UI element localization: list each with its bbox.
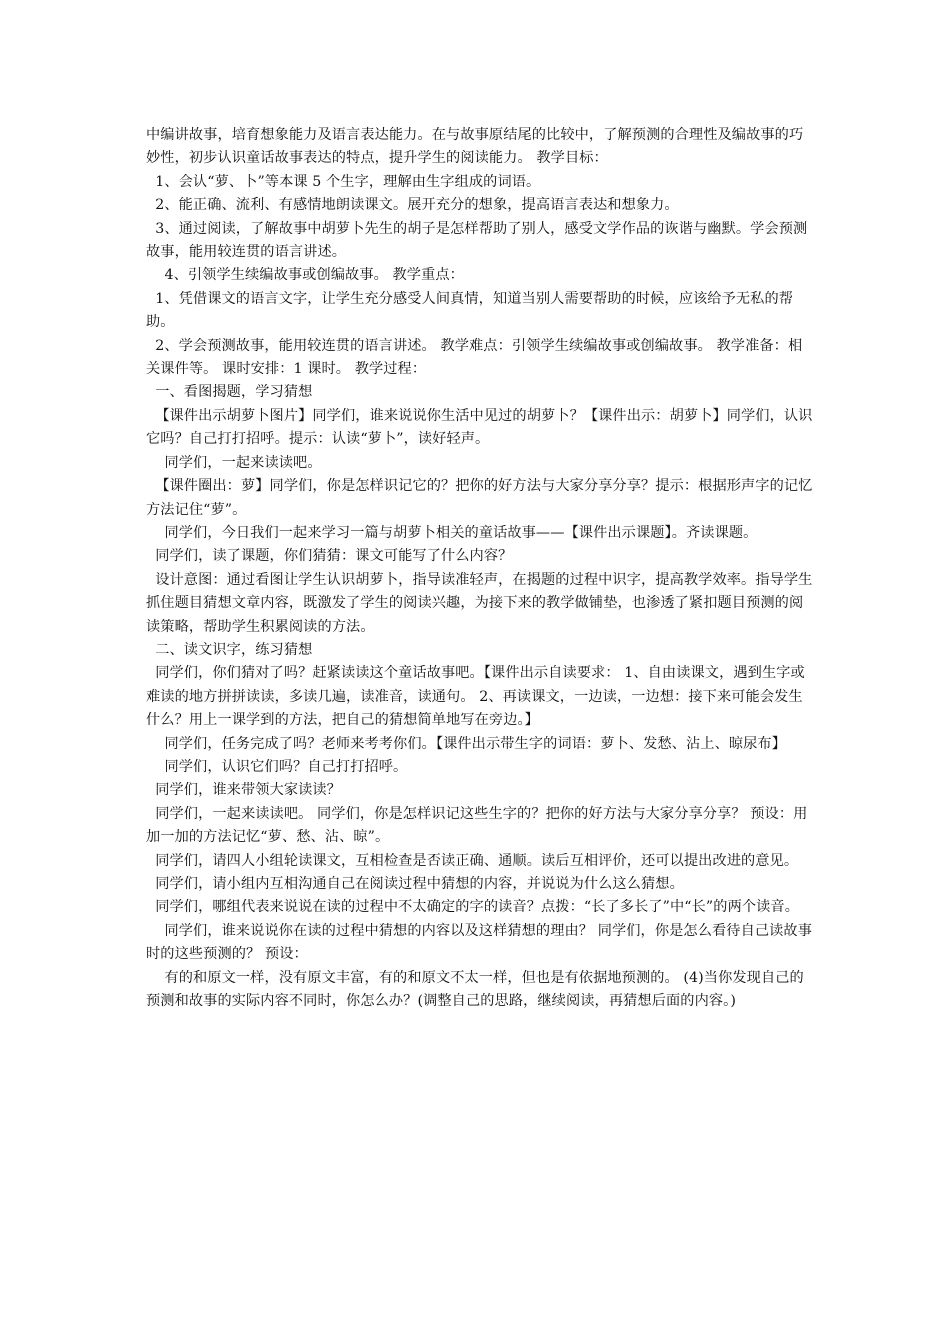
paragraph-indent xyxy=(146,221,155,237)
paragraph-indent xyxy=(146,853,155,869)
paragraph xyxy=(146,803,816,850)
paragraph-indent xyxy=(146,899,155,915)
paragraph-text: 同学们，今日我们一起来学习一篇与胡萝卜相关的童话故事——【课件出示课题】。齐读课题。 xyxy=(164,524,758,541)
paragraph-indent xyxy=(146,642,155,658)
paragraph-indent xyxy=(146,759,164,775)
paragraph xyxy=(146,171,816,194)
paragraph xyxy=(146,335,816,382)
paragraph-text: 同学们，哪组代表来说说在读的过程中不太确定的字的读音？点拨：“长了多长了”中“长”的两个读音。 xyxy=(155,899,800,916)
paragraph-indent xyxy=(146,970,164,986)
paragraph-indent xyxy=(146,782,155,798)
paragraph-text: 同学们，读了课题，你们猜猜：课文可能写了什么内容？ xyxy=(155,548,513,565)
paragraph-text: 同学们，一起来读读吧。 xyxy=(164,454,322,471)
paragraph-indent xyxy=(146,197,155,213)
paragraph-indent xyxy=(146,338,155,354)
paragraph xyxy=(146,124,816,171)
paragraph-text: 【课件圈出：萝】同学们，你是怎样识记它的？把你的好方法与大家分享分享？提示：根据形声字的记忆方法记住“萝”。 xyxy=(146,478,813,518)
paragraph-indent xyxy=(146,572,155,588)
paragraph-text: 同学们，请小组内互相沟通自己在阅读过程中猜想的内容，并说说为什么这么猜想。 xyxy=(155,876,684,892)
paragraph xyxy=(146,522,816,545)
paragraph-text: 同学们，谁来带领大家读读？ xyxy=(155,782,341,799)
paragraph-text: 同学们，任务完成了吗？老师来考考你们。【课件出示带生字的词语：萝卜、发愁、沾上、晾尿布】 xyxy=(164,735,787,752)
paragraph xyxy=(146,452,816,475)
paragraph xyxy=(146,475,816,522)
paragraph-text: 同学们，一起来读读吧。 同学们，你是怎样识记这些生字的？把你的好方法与大家分享分享？ 预设：用加一加的方法记忆“萝、愁、沾、晾”。 xyxy=(146,805,808,846)
paragraph xyxy=(146,779,816,802)
paragraph-text: 1、凭借课文的语言文字，让学生充分感受人间真情，知道当别人需要帮助的时候，应该给予无私的帮助。 xyxy=(146,290,794,331)
paragraph-text: 同学们，认识它们吗？自己打打招呼。 xyxy=(164,758,408,775)
paragraph-indent xyxy=(146,408,155,424)
paragraph-indent xyxy=(146,384,155,400)
paragraph-indent xyxy=(146,923,164,939)
paragraph xyxy=(146,733,816,756)
paragraph-text: 中编讲故事，培育想象能力及语言表达能力。在与故事原结尾的比较中，了解预测的合理性及编故事的巧妙性，初步认识童话故事表达的特点，提升学生的阅读能力。 教学目标： xyxy=(146,127,804,167)
paragraph-indent xyxy=(146,267,164,283)
paragraph-text: 【课件出示胡萝卜图片】同学们，谁来说说你生活中见过的胡萝卜？【课件出示：胡萝卜】同学们，认识它吗？自己打打招呼。提示：认读“萝卜”，读好轻声。 xyxy=(146,407,813,448)
paragraph-text: 有的和原文一样，没有原文丰富，有的和原文不太一样，但也是有依据地预测的。 (4)当你发现自己的预测和故事的实际内容不同时，你怎么办？(调整自己的思路，继续阅读，再猜想后面的内容。) xyxy=(146,969,804,1010)
paragraph-indent xyxy=(146,806,155,822)
paragraph-indent xyxy=(146,455,164,471)
paragraph-text: 3、通过阅读，了解故事中胡萝卜先生的胡子是怎样帮助了别人，感受文学作品的诙谐与幽默。学会预测故事，能用较连贯的语言讲述。 xyxy=(146,220,808,261)
paragraph xyxy=(146,639,816,662)
document-body xyxy=(146,124,816,1013)
paragraph-text: 设计意图：通过看图让学生认识胡萝卜，指导读准轻声，在揭题的过程中识字，提高教学效率。指导学生抓住题目猜想文章内容，既激发了学生的阅读兴趣，为接下来的教学做铺垫，也渗透了紧扣题目预测的阅读策略，帮助学生积累阅读的方法。 xyxy=(146,571,813,635)
paragraph xyxy=(146,850,816,873)
paragraph xyxy=(146,381,816,404)
paragraph xyxy=(146,288,816,335)
paragraph-text: 2、能正确、流利、有感情地朗读课文。展开充分的想象，提高语言表达和想象力。 xyxy=(155,197,679,214)
paragraph-indent xyxy=(146,291,155,307)
paragraph-text: 同学们，你们猜对了吗？赶紧读读这个童话故事吧。【课件出示自读要求： 1、自由读课文，遇到生字或难读的地方拼拼读读，多读几遍，读准音，读通句。 2、再读课文，一边读，一边想：接下来可能会发生什么？用上一课学到的方法，把自己的猜想简单地写在旁边。】 xyxy=(146,665,805,729)
paragraph-text: 2、学会预测故事，能用较连贯的语言讲述。 教学难点：引领学生续编故事或创编故事。 教学准备：相关课件等。 课时安排：1 课时。 教学过程： xyxy=(146,337,803,378)
paragraph xyxy=(146,194,816,217)
paragraph xyxy=(146,218,816,265)
paragraph-text: 同学们，请四人小组轮读课文，互相检查是否读正确、通顺。读后互相评价，还可以提出改进的意见。 xyxy=(155,852,799,869)
paragraph-text: 同学们，谁来说说你在读的过程中猜想的内容以及这样猜想的理由？ 同学们，你是怎么看待自己读故事时的这些预测的？ 预设： xyxy=(146,922,813,963)
paragraph xyxy=(146,545,816,568)
paragraph xyxy=(146,756,816,779)
paragraph-text: 二、读文识字，练习猜想 xyxy=(155,641,313,658)
paragraph-text: 4、引领学生续编故事或创编故事。 教学重点： xyxy=(164,267,464,284)
paragraph-indent xyxy=(146,736,164,752)
paragraph-indent xyxy=(146,548,155,564)
paragraph xyxy=(146,405,816,452)
paragraph-indent xyxy=(146,665,155,681)
paragraph-indent xyxy=(146,478,155,494)
paragraph-indent xyxy=(146,174,155,190)
paragraph-text: 1、会认“萝、卜”等本课 5 个生字，理解由生字组成的词语。 xyxy=(155,173,541,190)
paragraph xyxy=(146,569,816,639)
paragraph xyxy=(146,264,816,287)
paragraph-indent xyxy=(146,876,155,892)
paragraph-text: 一、看图揭题，学习猜想 xyxy=(155,384,313,401)
paragraph xyxy=(146,662,816,732)
paragraph xyxy=(146,967,816,1014)
paragraph xyxy=(146,896,816,919)
paragraph xyxy=(146,920,816,967)
paragraph-indent xyxy=(146,525,164,541)
paragraph xyxy=(146,873,816,896)
